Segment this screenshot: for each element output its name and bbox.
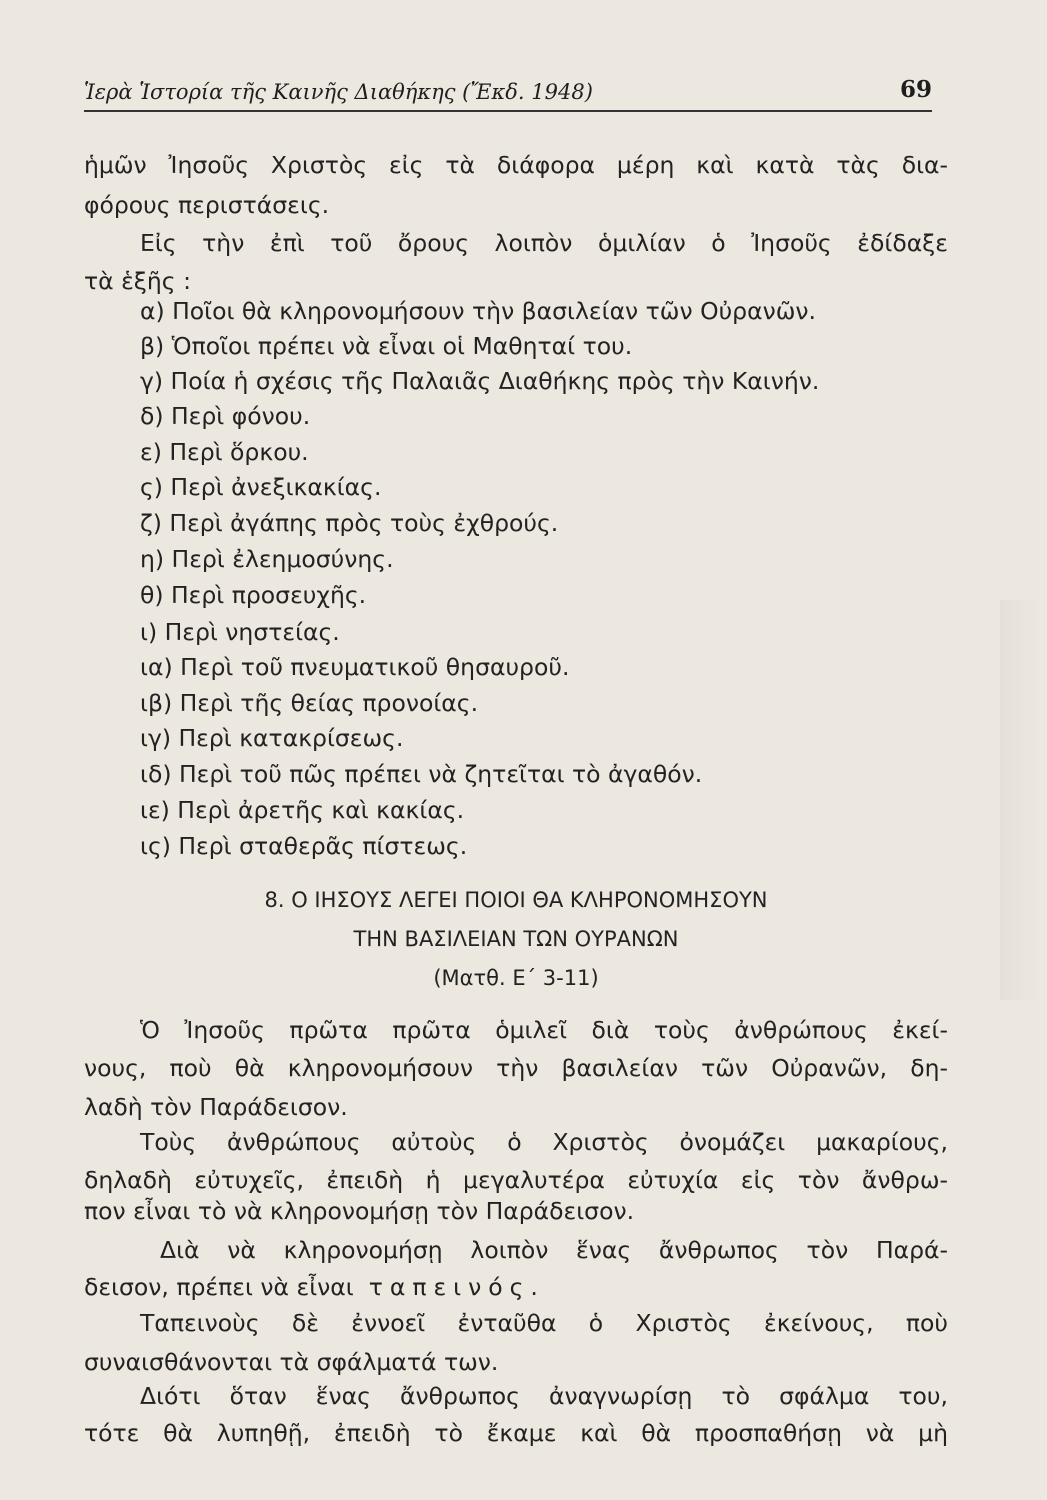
list-item: ζ) Περὶ ἀγάπης πρὸς τοὺς ἐχθρούς. [140, 509, 559, 537]
text-line: Εἰς τὴν ἐπὶ τοῦ ὄρους λοιπὸν ὁμιλίαν ὁ Ἰησοῦς ἐδίδαξε [140, 229, 948, 257]
header-rule [84, 110, 932, 112]
text-line: λαδὴ τὸν Παράδεισον. [84, 1093, 348, 1121]
text-span: δεισον, πρέπει νὰ εἶναι [84, 1273, 354, 1301]
list-item: γ) Ποία ἡ σχέσις τῆς Παλαιᾶς Διαθήκης πρὸς τὴν Καινήν. [140, 367, 820, 395]
text-line: Διότι ὅταν ἕνας ἄνθρωπος ἀναγνωρίσῃ τὸ σφάλμα του, [140, 1382, 948, 1410]
list-item: β) Ὁποῖοι πρέπει νὰ εἶναι οἱ Μαθηταί του. [140, 332, 633, 360]
list-item: ι) Περὶ νηστείας. [140, 618, 340, 646]
list-item: ιδ) Περὶ τοῦ πῶς πρέπει νὰ ζητεῖται τὸ ἀγαθόν. [140, 760, 703, 788]
text-line: συναισθάνονται τὰ σφάλματά των. [84, 1348, 499, 1376]
page-number: 69 [899, 76, 932, 103]
text-line: Ὁ Ἰησοῦς πρῶτα πρῶτα ὁμιλεῖ διὰ τοὺς ἀνθρώπους ἐκεί- [140, 1016, 948, 1044]
text-line: πον εἶναι τὸ νὰ κληρονομήσῃ τὸν Παράδεισον. [84, 1197, 635, 1225]
list-item: ιβ) Περὶ τῆς θείας προνοίας. [140, 689, 479, 717]
running-head: Ἱερὰ Ἱστορία τῆς Καινῆς Διαθήκης (Ἔκδ. 1948) [84, 80, 593, 104]
text-line: Τοὺς ἀνθρώπους αὐτοὺς ὁ Χριστὸς ὀνομάζει μακαρίους, [140, 1128, 948, 1156]
text-line: τὰ ἑξῆς : [84, 267, 191, 295]
text-line: φόρους περιστάσεις. [84, 191, 330, 219]
list-item: η) Περὶ ἐλεημοσύνης. [140, 545, 394, 573]
text-line: δηλαδὴ εὐτυχεῖς, ἐπειδὴ ἡ μεγαλυτέρα εὐτυχία εἰς τὸν ἄνθρω- [84, 1166, 948, 1194]
text-line: Διὰ νὰ κληρονομήσῃ λοιπὸν ἕνας ἄνθρωπος τὸν Παρά- [160, 1236, 948, 1264]
list-item: ια) Περὶ τοῦ πνευματικοῦ θησαυροῦ. [140, 653, 570, 681]
list-item: ιγ) Περὶ κατακρίσεως. [140, 724, 404, 752]
list-item: ε) Περὶ ὅρκου. [140, 438, 309, 466]
list-item: ιε) Περὶ ἀρετῆς καὶ κακίας. [140, 796, 465, 824]
section-title: 8. Ο ΙΗΣΟΥΣ ΛΕΓΕΙ ΠΟΙΟΙ ΘΑ ΚΛΗΡΟΝΟΜΗΣΟΥΝ [264, 888, 768, 912]
list-item: δ) Περὶ φόνου. [140, 402, 311, 430]
list-item: α) Ποῖοι θὰ κληρονομήσουν τὴν βασιλείαν τῶν Οὐρανῶν. [140, 297, 816, 325]
text-line: ἡμῶν Ἰησοῦς Χριστὸς εἰς τὰ διάφορα μέρη καὶ κατὰ τὰς δια- [84, 151, 948, 179]
bleed-through-shadow [1000, 600, 1040, 1000]
list-item: ς) Περὶ ἀνεξικακίας. [140, 473, 382, 501]
page-header [84, 76, 932, 120]
emphasized-word: ταπεινός. [368, 1273, 545, 1301]
scripture-reference: (Ματθ. Ε΄ 3-11) [433, 966, 599, 990]
text-line [84, 1272, 545, 1302]
list-item: θ) Περὶ προσευχῆς. [140, 581, 367, 609]
text-line: Ταπεινοὺς δὲ ἐννοεῖ ἐνταῦθα ὁ Χριστὸς ἐκείνους, ποὺ [140, 1309, 948, 1337]
list-item: ις) Περὶ σταθερᾶς πίστεως. [140, 832, 468, 860]
text-line: νους, ποὺ θὰ κληρονομήσουν τὴν βασιλείαν τῶν Οὐρανῶν, δη- [84, 1054, 948, 1082]
text-line: τότε θὰ λυπηθῇ, ἐπειδὴ τὸ ἔκαμε καὶ θὰ προσπαθήσῃ νὰ μὴ [84, 1419, 948, 1447]
section-title: ΤΗΝ ΒΑΣΙΛΕΙΑΝ ΤΩΝ ΟΥΡΑΝΩΝ [353, 927, 679, 951]
